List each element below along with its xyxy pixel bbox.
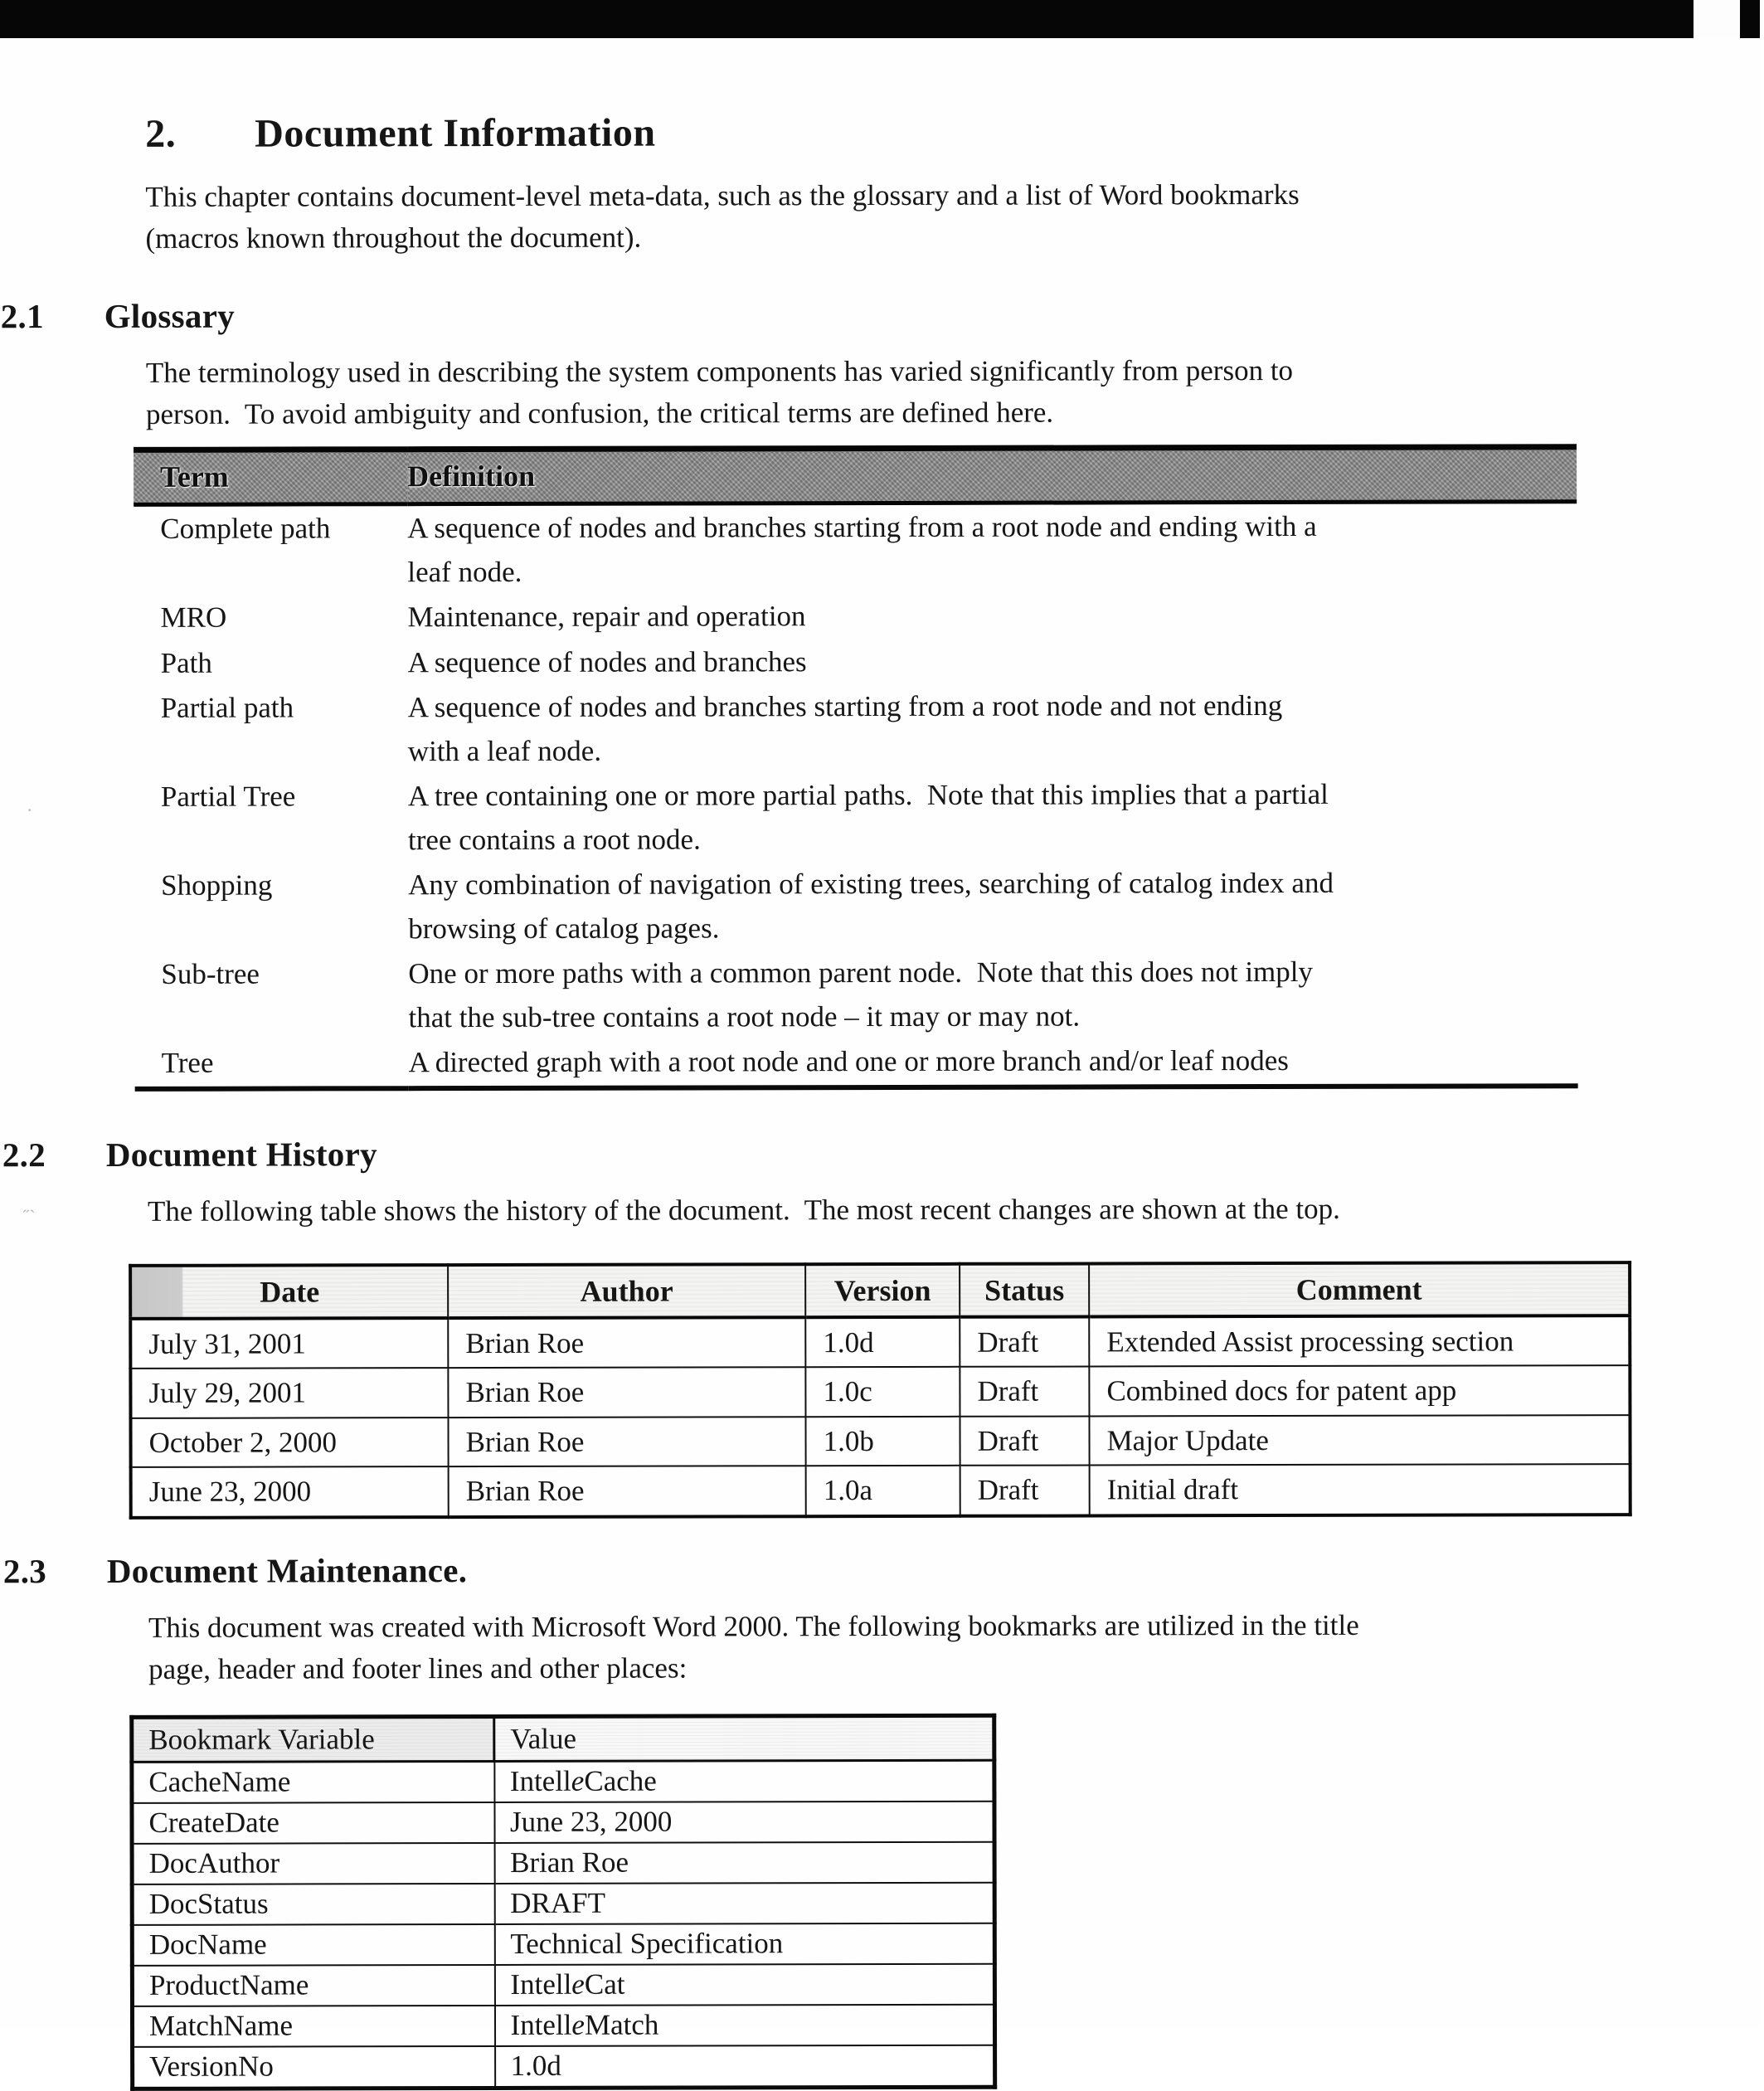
scan-artifact-notch	[1694, 0, 1740, 38]
term-cell: Path	[160, 646, 212, 679]
status-cell: Draft	[960, 1416, 1089, 1466]
term-cell: Tree	[135, 1040, 409, 1088]
heading-number: 2.3	[2, 1551, 47, 1590]
author-cell: Brian Roe	[448, 1417, 805, 1466]
definition-cell: Any combination of navigation of existing trees, searching of catalog index and browsing of catalog pages.	[408, 867, 1334, 945]
column-header-version: Version	[805, 1264, 960, 1317]
heading-number: 2.1	[0, 297, 44, 336]
heading-title: Document Information	[255, 110, 656, 156]
table-row	[130, 1415, 1630, 1467]
column-header-comment: Comment	[1089, 1262, 1630, 1316]
table-row	[132, 1842, 994, 1884]
value-cell: DRAFT	[494, 1883, 994, 1924]
column-header-bookmark-variable: Bookmark Variable	[132, 1716, 494, 1762]
section-heading-glossary	[1, 293, 1761, 336]
table-row	[132, 1760, 994, 1803]
comment-cell: Extended Assist processing section	[1089, 1315, 1630, 1367]
bookmarks-header-row	[132, 1715, 994, 1762]
definition-cell: A sequence of nodes and branches	[407, 644, 807, 678]
value-cell: June 23, 2000	[494, 1802, 994, 1843]
glossary-table	[134, 444, 1578, 1091]
bookmarks-table	[129, 1714, 997, 2091]
bookmark-variable-cell: CacheName	[132, 1761, 494, 1802]
bookmark-variable-cell: MatchName	[132, 2006, 494, 2047]
value-cell: Technical Specification	[494, 1923, 994, 1965]
heading-title: Document History	[105, 1134, 377, 1174]
term-cell: MRO	[160, 601, 227, 635]
term-cell: Complete path	[160, 512, 331, 546]
value-cell: IntelleMatch	[494, 2005, 994, 2046]
date-cell: July 31, 2001	[130, 1318, 448, 1369]
version-cell: 1.0d	[805, 1317, 960, 1368]
scan-artifact-bar	[0, 0, 1760, 38]
bookmark-variable-cell: DocStatus	[132, 1884, 494, 1925]
document-information-intro: This chapter contains document-level meta-data, such as the glossary and a list of Word bookmarks (macros known throughout the document).	[145, 177, 1300, 255]
table-row	[131, 1464, 1630, 1517]
table-row	[130, 1365, 1630, 1418]
status-cell: Draft	[960, 1466, 1090, 1516]
bookmark-variable-cell: VersionNo	[133, 2046, 495, 2089]
definition-cell: One or more paths with a common parent node. Note that this does not imply that the sub-tree contains a root node – it may or may not.	[408, 956, 1314, 1033]
heading-number: 2.2	[2, 1135, 46, 1174]
version-cell: 1.0b	[805, 1417, 960, 1466]
table-row	[132, 1964, 994, 2006]
definition-cell: A directed graph with a root node and one or more branch and/or leaf nodes	[409, 1038, 1578, 1087]
scan-noise-speck: ·	[27, 800, 33, 820]
column-header-date: Date	[130, 1265, 448, 1319]
version-cell: 1.0a	[806, 1466, 960, 1516]
heading-title: Document Maintenance.	[106, 1550, 468, 1590]
table-row	[134, 771, 1577, 863]
column-header-term: Term	[134, 450, 407, 505]
history-header-row	[130, 1262, 1630, 1319]
comment-cell: Initial draft	[1090, 1464, 1630, 1515]
table-row	[130, 1315, 1630, 1369]
date-cell: June 23, 2000	[131, 1466, 449, 1517]
comment-cell: Combined docs for patent app	[1089, 1365, 1630, 1416]
glossary-intro: The terminology used in describing the system components has varied significantly from person to person. To avoid ambiguity and confusion, the critical terms are defined here.	[145, 354, 1294, 430]
heading-number: 2.	[145, 111, 177, 156]
glossary-header-row	[134, 447, 1577, 505]
definition-cell: A sequence of nodes and branches starting from a root node and not ending with a leaf node.	[407, 689, 1283, 767]
definition-cell: A sequence of nodes and branches starting from a root node and ending with a leaf node.	[407, 510, 1317, 588]
author-cell: Brian Roe	[448, 1367, 805, 1417]
table-row	[134, 592, 1577, 640]
table-row	[134, 502, 1577, 596]
table-row	[132, 2005, 994, 2047]
table-row	[134, 638, 1577, 686]
term-cell: Sub-tree	[161, 957, 260, 991]
comment-cell: Major Update	[1089, 1415, 1630, 1466]
table-row	[132, 1802, 994, 1844]
version-cell: 1.0c	[805, 1367, 960, 1417]
term-cell: Partial path	[160, 691, 294, 725]
column-header-value: Value	[494, 1715, 994, 1761]
definition-cell: Maintenance, repair and operation	[407, 600, 806, 634]
table-row	[134, 683, 1577, 775]
table-row	[134, 860, 1577, 952]
value-cell: IntelleCache	[494, 1760, 994, 1802]
status-cell: Draft	[960, 1367, 1089, 1417]
term-cell: Shopping	[161, 868, 273, 902]
section-heading-document-maintenance	[3, 1548, 1763, 1591]
bookmark-variable-cell: DocName	[132, 1924, 494, 1966]
table-row	[132, 1883, 994, 1925]
author-cell: Brian Roe	[449, 1466, 806, 1516]
document-history-table	[129, 1261, 1632, 1520]
value-cell: IntelleCat	[494, 1964, 994, 2006]
author-cell: Brian Roe	[448, 1317, 805, 1368]
document-history-intro: The following table shows the history of the document. The most recent changes are shown at the top.	[147, 1192, 1340, 1228]
table-row	[135, 1038, 1578, 1088]
bookmark-variable-cell: DocAuthor	[132, 1843, 494, 1884]
section-heading-document-information	[145, 108, 1760, 157]
heading-title: Glossary	[104, 296, 236, 336]
page-content	[0, 36, 1764, 2091]
column-header-author: Author	[448, 1264, 805, 1318]
value-cell: 1.0d	[495, 2045, 995, 2089]
section-heading-document-history	[2, 1131, 1762, 1174]
definition-cell: A tree containing one or more partial paths. Note that this implies that a partial tree contains a root node.	[407, 778, 1329, 856]
term-cell: Partial Tree	[160, 780, 296, 814]
column-header-definition: Definition	[407, 447, 1577, 504]
bookmark-variable-cell: ProductName	[132, 1965, 494, 2006]
table-row	[133, 2045, 995, 2089]
date-cell: October 2, 2000	[130, 1418, 448, 1467]
table-row	[134, 949, 1577, 1041]
table-row	[132, 1923, 994, 1966]
value-cell: Brian Roe	[494, 1842, 994, 1884]
bookmark-variable-cell: CreateDate	[132, 1802, 494, 1844]
status-cell: Draft	[960, 1316, 1089, 1367]
scan-noise-speck: ˝`	[23, 1206, 36, 1227]
document-maintenance-intro: This document was created with Microsoft Word 2000. The following bookmarks are utilized in the title page, header and footer lines and other places:	[148, 1608, 1359, 1685]
date-cell: July 29, 2001	[130, 1368, 448, 1418]
column-header-status: Status	[960, 1263, 1089, 1316]
